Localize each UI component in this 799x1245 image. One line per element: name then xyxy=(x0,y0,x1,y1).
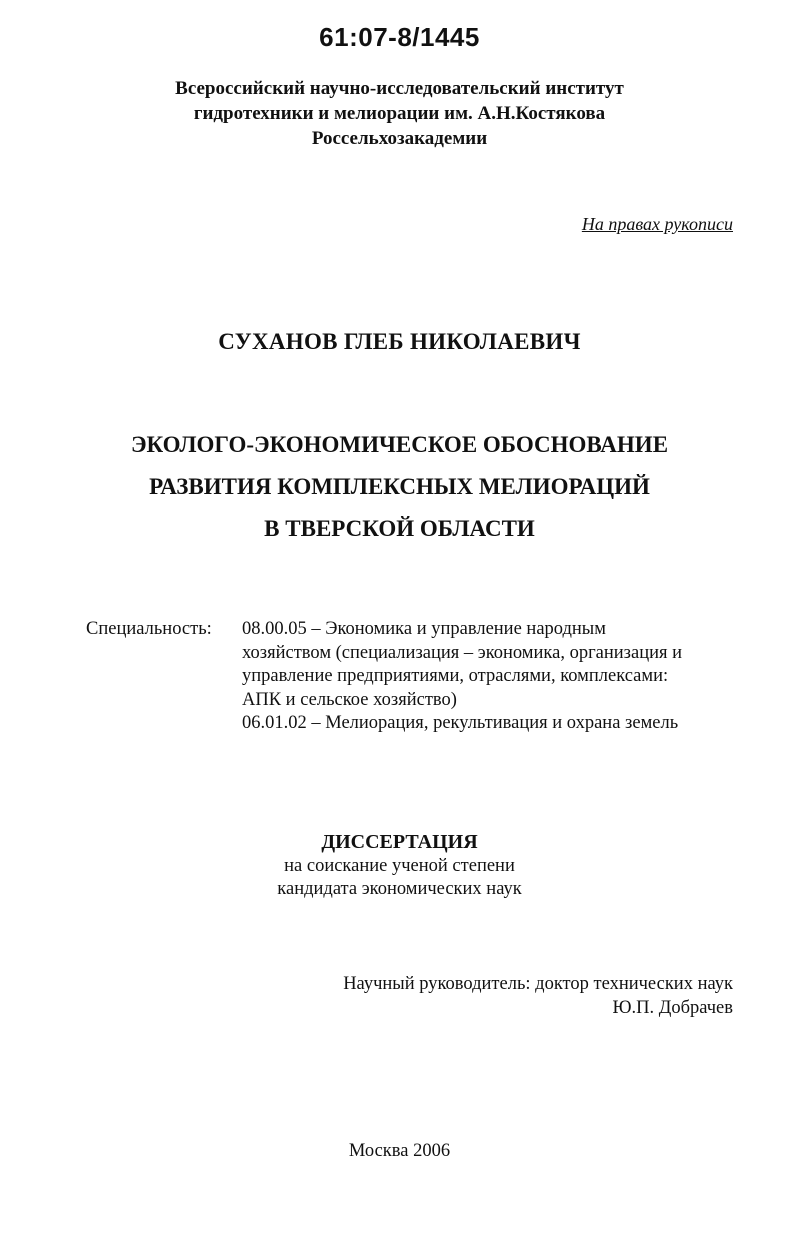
title-line: РАЗВИТИЯ КОМПЛЕКСНЫХ МЕЛИОРАЦИЙ xyxy=(149,474,650,499)
institute-line: гидротехники и мелиорации им. А.Н.Костякова xyxy=(193,103,606,124)
city-year: Москва 2006 xyxy=(348,1141,451,1161)
specialty-line: хозяйством (специализация – экономика, организация и xyxy=(242,642,683,663)
institute-line: Россельхозакадемии xyxy=(311,128,488,149)
degree-line: на соискание ученой степени xyxy=(284,856,515,876)
dissertation-title xyxy=(0,424,799,550)
specialty-list xyxy=(242,618,742,736)
specialty-line: управление предприятиями, отраслями, комплексами: xyxy=(242,666,669,686)
supervisor-block xyxy=(343,972,733,1020)
supervisor-title: Научный руководитель: доктор технических наук xyxy=(343,974,733,994)
specialty-label: Специальность: xyxy=(86,619,212,639)
title-line: В ТВЕРСКОЙ ОБЛАСТИ xyxy=(264,516,535,541)
institute-name xyxy=(0,76,799,151)
manuscript-note: На правах рукописи xyxy=(581,214,733,234)
degree-line: кандидата экономических наук xyxy=(277,879,522,899)
dissertation-heading: ДИССЕРТАЦИЯ xyxy=(321,831,478,853)
author-name: СУХАНОВ ГЛЕБ НИКОЛАЕВИЧ xyxy=(218,329,581,354)
specialty-line: 08.00.05 – Экономика и управление народным xyxy=(242,619,606,639)
supervisor-name: Ю.П. Добрачев xyxy=(612,998,733,1018)
institute-line: Всероссийский научно-исследовательский институт xyxy=(175,78,624,99)
specialty-line: 06.01.02 – Мелиорация, рекультивация и охрана земель xyxy=(242,713,679,733)
specialty-line: АПК и сельское хозяйство) xyxy=(242,689,457,710)
registry-code: 61:07-8/1445 xyxy=(319,22,480,52)
dissertation-block xyxy=(0,829,799,901)
title-line: ЭКОЛОГО-ЭКОНОМИЧЕСКОЕ ОБОСНОВАНИЕ xyxy=(130,432,669,457)
